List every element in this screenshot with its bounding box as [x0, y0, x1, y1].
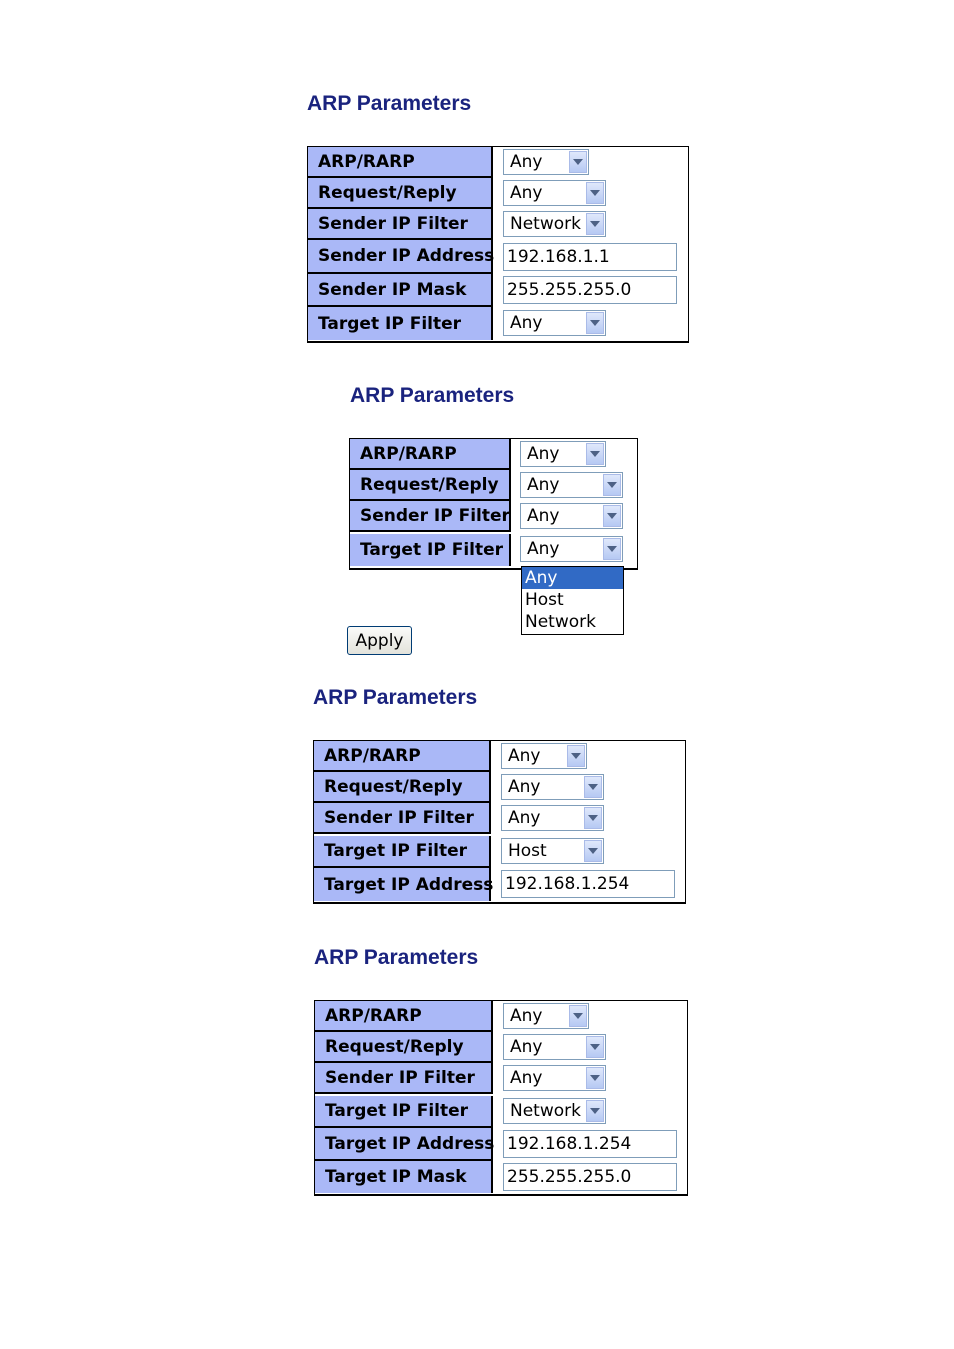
arp-panel-3 — [313, 686, 689, 908]
select-value: Any — [527, 475, 560, 495]
chevron-down-icon — [603, 505, 621, 527]
arp-rarp-select[interactable] — [503, 149, 589, 175]
chevron-down-icon — [569, 151, 587, 173]
chevron-down-icon — [584, 840, 602, 862]
chevron-down-icon — [603, 474, 621, 496]
arp-panel-4 — [314, 946, 690, 1198]
select-value: Any — [527, 506, 560, 526]
request-reply-select[interactable] — [503, 180, 606, 206]
label-target-ip-address: Target IP Address — [315, 1128, 493, 1161]
chevron-down-icon — [567, 745, 585, 767]
select-value: Host — [508, 841, 547, 861]
label-sender-ip-filter: Sender IP Filter — [308, 209, 493, 240]
label-target-ip-mask: Target IP Mask — [315, 1161, 493, 1193]
request-reply-select[interactable] — [501, 774, 604, 800]
chevron-down-icon — [584, 807, 602, 829]
chevron-down-icon — [569, 1005, 587, 1027]
label-arp-rarp: ARP/RARP — [350, 439, 511, 470]
select-value: Any — [527, 444, 560, 464]
arp-rarp-select[interactable] — [520, 441, 606, 467]
sender-ip-filter-select[interactable] — [501, 805, 604, 831]
target-ip-mask-input[interactable]: 255.255.255.0 — [503, 1163, 677, 1191]
label-sender-ip-filter: Sender IP Filter — [314, 803, 491, 834]
sender-ip-address-input[interactable]: 192.168.1.1 — [503, 243, 677, 271]
select-value: Any — [510, 1006, 543, 1026]
label-request-reply: Request/Reply — [314, 772, 491, 803]
select-value: Any — [508, 777, 541, 797]
arp-form — [349, 438, 638, 570]
label-request-reply: Request/Reply — [350, 470, 511, 501]
chevron-down-icon — [586, 1100, 604, 1122]
arp-rarp-select[interactable] — [503, 1003, 589, 1029]
chevron-down-icon — [586, 182, 604, 204]
label-target-ip-filter: Target IP Filter — [350, 534, 511, 566]
select-value: Any — [510, 183, 543, 203]
label-sender-ip-mask: Sender IP Mask — [308, 274, 493, 307]
label-request-reply: Request/Reply — [315, 1032, 493, 1063]
arp-form — [307, 146, 689, 343]
chevron-down-icon — [603, 538, 621, 560]
arp-panel-1 — [307, 92, 689, 344]
chevron-down-icon — [586, 1067, 604, 1089]
apply-button[interactable]: Apply — [347, 626, 412, 655]
chevron-down-icon — [586, 213, 604, 235]
chevron-down-icon — [586, 443, 604, 465]
sender-ip-mask-input[interactable]: 255.255.255.0 — [503, 276, 677, 304]
target-ip-filter-select[interactable] — [501, 838, 604, 864]
panel-title: ARP Parameters — [313, 686, 478, 709]
select-value: Any — [510, 1068, 543, 1088]
chevron-down-icon — [584, 776, 602, 798]
select-value: Any — [527, 539, 560, 559]
select-value: Network — [510, 1101, 581, 1121]
target-ip-address-input[interactable]: 192.168.1.254 — [501, 870, 675, 898]
chevron-down-icon — [586, 312, 604, 334]
label-target-ip-address: Target IP Address — [314, 868, 491, 901]
panel-title: ARP Parameters — [350, 384, 515, 407]
target-ip-filter-dropdown — [521, 566, 624, 635]
label-sender-ip-address: Sender IP Address — [308, 240, 493, 274]
label-request-reply: Request/Reply — [308, 178, 493, 209]
arp-panel-2 — [346, 384, 646, 660]
select-value: Any — [508, 746, 541, 766]
target-ip-address-input[interactable]: 192.168.1.254 — [503, 1130, 677, 1158]
arp-form — [313, 740, 686, 904]
dropdown-option-host[interactable]: Host — [525, 590, 564, 610]
panel-title: ARP Parameters — [314, 946, 479, 969]
request-reply-select[interactable] — [503, 1034, 606, 1060]
select-value: Any — [510, 152, 543, 172]
chevron-down-icon — [586, 1036, 604, 1058]
arp-form — [314, 1000, 688, 1196]
label-target-ip-filter: Target IP Filter — [308, 307, 493, 340]
target-ip-filter-select[interactable] — [503, 310, 606, 336]
sender-ip-filter-select[interactable] — [520, 503, 623, 529]
target-ip-filter-select[interactable] — [520, 536, 623, 562]
target-ip-filter-select[interactable] — [503, 1098, 606, 1124]
select-value: Any — [508, 808, 541, 828]
sender-ip-filter-select[interactable] — [503, 211, 606, 237]
label-target-ip-filter: Target IP Filter — [315, 1096, 493, 1128]
label-arp-rarp: ARP/RARP — [314, 741, 491, 772]
label-sender-ip-filter: Sender IP Filter — [350, 501, 511, 532]
label-arp-rarp: ARP/RARP — [315, 1001, 493, 1032]
select-value: Any — [510, 313, 543, 333]
sender-ip-filter-select[interactable] — [503, 1065, 606, 1091]
dropdown-option-network[interactable]: Network — [525, 612, 596, 632]
label-sender-ip-filter: Sender IP Filter — [315, 1063, 493, 1094]
label-arp-rarp: ARP/RARP — [308, 147, 493, 178]
select-value: Network — [510, 214, 581, 234]
request-reply-select[interactable] — [520, 472, 623, 498]
panel-title: ARP Parameters — [307, 92, 472, 115]
dropdown-option-any[interactable]: Any — [522, 567, 623, 589]
select-value: Any — [510, 1037, 543, 1057]
arp-rarp-select[interactable] — [501, 743, 587, 769]
label-target-ip-filter: Target IP Filter — [314, 836, 491, 868]
